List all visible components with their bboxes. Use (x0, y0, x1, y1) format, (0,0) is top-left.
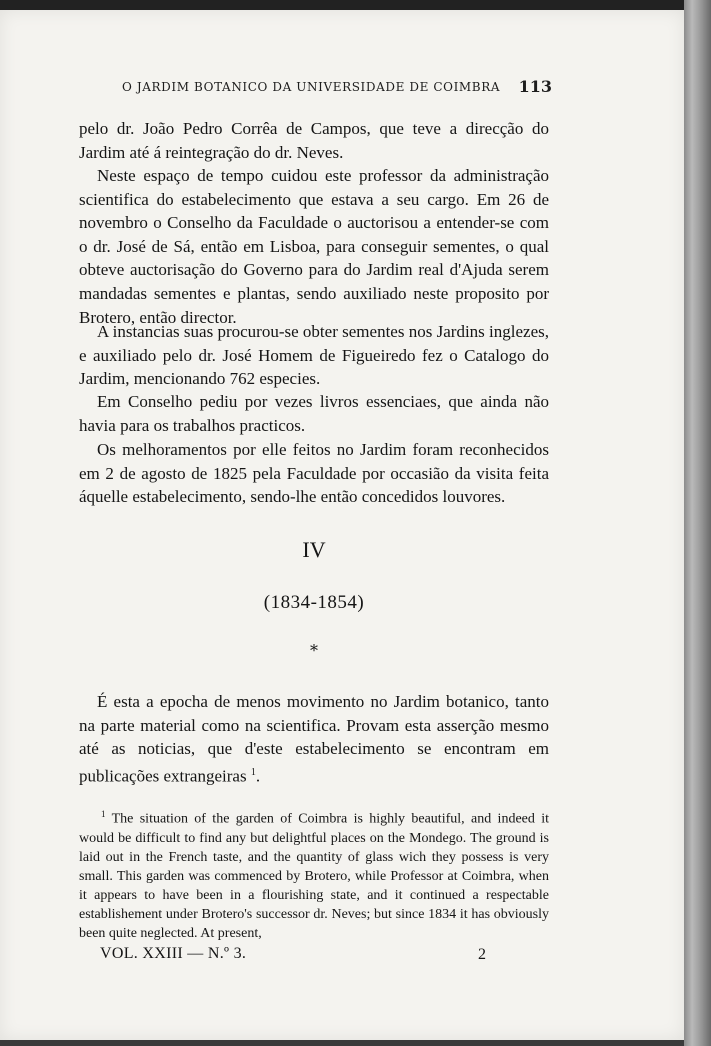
page-number: 113 (518, 77, 552, 96)
footnote (79, 805, 549, 943)
book-page-edge (684, 0, 711, 1046)
section-heading-years: (1834-1854) (263, 592, 365, 613)
footnote-reference: 1 (250, 766, 256, 778)
paragraph-1: pelo dr. João Pedro Corrêa de Campos, que teve a direcção do Jardim até á reintegração do dr. Neves. (79, 119, 549, 162)
footnote-marker: 1 (101, 809, 106, 819)
section-heading-number: IV (302, 537, 326, 562)
paragraph-2: Neste espaço de tempo cuidou este professor da administração scientifica do estabelecimento que estava a seu cargo. Em 26 de novembro o Conselho da Faculdade o auctorisou a entender-se com o dr. José de Sá, então em Lisboa, para conseguir sementes, o qual obteve auctorisação do Governo para do Jardim real d'Ajuda serem mandadas sementes e plantas, sendo auxiliado neste proposito por Brotero, então director. (79, 166, 549, 327)
signature-mark: 2 (478, 946, 486, 963)
section-paragraph-text: É esta a epocha de menos movimento no Jardim botanico, tanto na parte material como na scientifica. Provam esta asserção mesmo até as noticias, que d'este estabelecimento se encontram em publicações extrangeiras (79, 692, 549, 786)
section-paragraph (79, 690, 549, 788)
paragraph-5: Os melhoramentos por elle feitos no Jardim foram reconhecidos em 2 de agosto de 1825 pela Faculdade por occasião da visita feita áquelle estabelecimento, sendo-lhe então concedidos louvores. (79, 440, 549, 507)
section-paragraph-end: . (255, 766, 261, 786)
paragraph-3: A instancias suas procurou-se obter sementes nos Jardins inglezes, e auxiliado pelo dr. José Homem de Figueiredo fez o Catalogo do Jardim, mencionando 762 especies. (79, 322, 549, 389)
paragraph-4: Em Conselho pediu por vezes livros essenciaes, que ainda não havia para os trabalhos practicos. (79, 392, 549, 435)
scan-top-border (0, 0, 711, 10)
volume-footer: VOL. XXIII — N.º 3. (100, 945, 247, 962)
section-ornament: * (310, 641, 318, 660)
running-title: O JARDIM BOTANICO DA UNIVERSIDADE DE COIMBRA (122, 80, 501, 94)
running-header (122, 77, 552, 96)
footnote-text: The situation of the garden of Coimbra is highly beautiful, and indeed it would be difficult to find any but delightful places on the Mondego. The ground is laid out in the French taste, and the quantity of glass wich they possess is very small. This garden was commenced by Brotero, while Professor at Coimbra, when it appears to have been in a flourishing state, and it continued a respectable establishement under Brotero's successor dr. Neves; but since 1834 it has obviously been quite neglected. At present, (79, 811, 550, 941)
